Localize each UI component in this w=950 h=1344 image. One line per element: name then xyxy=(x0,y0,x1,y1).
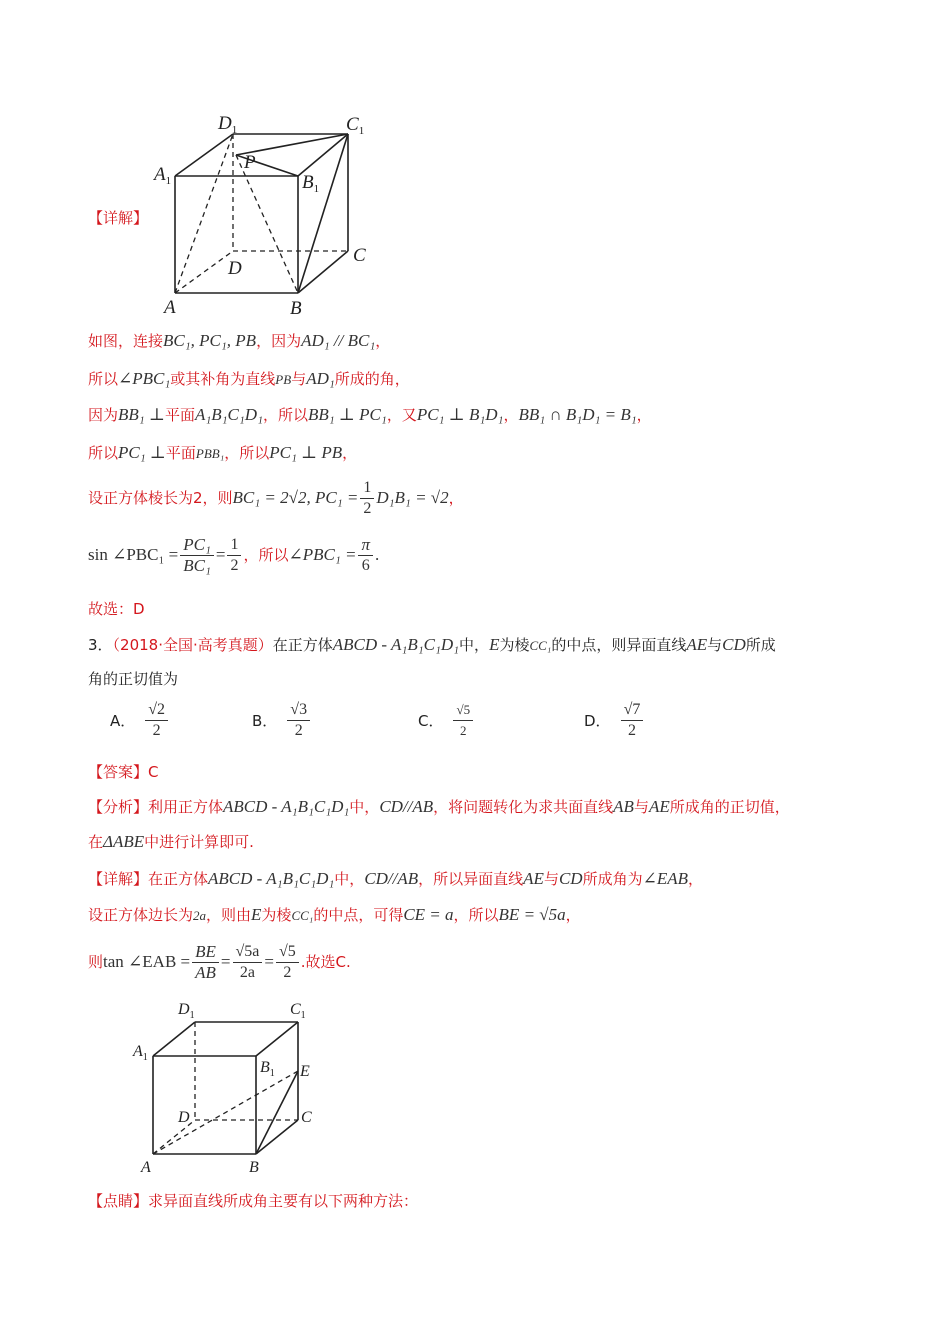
label-a: A xyxy=(164,297,176,318)
sol-line-4: 所以PC₁ ⊥平面PBB₁，所以PC₁ ⊥ PB， xyxy=(88,443,358,462)
sol-line-5: 设正方体棱长为2，则BC₁ = 2√2, PC₁ = $\frac{1}{2}$ D₁B₁ = √2， xyxy=(88,479,464,517)
sol-line-2: 所以∠PBC₁或其补角为直线PB与AD₁所成的角， xyxy=(88,369,410,388)
edge-bc xyxy=(298,251,348,293)
fraction-sqrt5-2: $\frac{√5}{2}$ xyxy=(276,942,299,983)
label-d: D xyxy=(178,1109,190,1126)
answer-line: 【答案】C xyxy=(88,763,159,781)
sol-line-7: 故选：D xyxy=(88,600,145,618)
label-b: B xyxy=(249,1159,259,1176)
label-c1: $C_1$ xyxy=(346,114,365,137)
fraction-pc1-bc1: $\frac{\text{PC₁}}{\text{BC₁}}$ xyxy=(180,535,214,576)
detail2-line-1: 【详解】在正方体ABCD - A₁B₁C₁D₁中，CD//AB，所以异面直线AE与CD所成角为∠EAB， xyxy=(88,869,704,888)
label-d1: $D_1$ xyxy=(218,113,238,136)
question-3-line-1: 3．（2018·全国·高考真题）在正方体ABCD - A₁B₁C₁D₁中，E为棱CC₁的中点，则异面直线AE与CD所成 xyxy=(88,635,776,654)
label-b1: $B_1$ xyxy=(302,172,320,195)
fraction-sqrt5a-2a: $\frac{√5a}{2a}$ xyxy=(233,942,263,983)
label-d: D xyxy=(228,258,242,279)
edge-a1d1 xyxy=(153,1022,195,1056)
label-c1: $C_1$ xyxy=(290,1001,306,1021)
detail2-line-2: 设正方体边长为2a，则由E为棱CC₁的中点，可得CE = a，所以BE = √5a， xyxy=(88,905,581,924)
fraction-one-half: $\frac{1}{2}$ xyxy=(227,535,241,576)
detail-label-1: 【详解】 xyxy=(88,209,149,227)
label-c: C xyxy=(353,245,366,266)
option-d[interactable]: D． $\frac{√7}{2}$ xyxy=(584,700,645,741)
option-b[interactable]: B． $\frac{√3}{2}$ xyxy=(252,700,312,741)
label-e: E xyxy=(300,1063,310,1080)
edge-ad-hidden xyxy=(175,251,233,293)
fraction-be-ab: $\frac{BE}{AB}$ xyxy=(192,942,219,983)
label-p: P xyxy=(244,152,256,173)
line-ad1-hidden xyxy=(175,134,233,293)
sol-line-1: 如图，连接BC₁, PC₁, PB，因为AD₁ // BC₁， xyxy=(88,331,391,350)
sol-line-6: sin ∠PBC₁ = $\frac{\text{PC₁}}{\text{BC₁}}$ = $\frac{1}{2}$ ，所以∠PBC₁ = $\frac{\pi}{6}$ . xyxy=(88,535,380,575)
label-a1: $A_1$ xyxy=(133,1043,148,1063)
label-b1: $B_1$ xyxy=(260,1059,275,1079)
edge-a1d1 xyxy=(175,134,233,176)
line-be xyxy=(256,1071,298,1154)
fraction-pi-6: $\frac{\pi}{6}$ xyxy=(358,535,373,576)
sol-line-3: 因为BB₁ ⊥平面A₁B₁C₁D₁，所以BB₁ ⊥ PC₁，又PC₁ ⊥ B₁D₁，BB₁ ∩ B₁D₁ = B₁， xyxy=(88,405,652,424)
label-a1: $A_1$ xyxy=(154,164,172,187)
label-c: C xyxy=(301,1109,312,1126)
analysis-line-2: 在ΔABE中进行计算即可. xyxy=(88,832,254,851)
comment-line: 【点睛】求异面直线所成角主要有以下两种方法： xyxy=(88,1192,419,1210)
line-bc1 xyxy=(298,134,348,293)
option-a[interactable]: A． $\frac{√2}{2}$ xyxy=(110,700,170,741)
edge-c1b1 xyxy=(298,134,348,176)
question-3-line-2: 角的正切值为 xyxy=(88,670,179,688)
analysis-line-1: 【分析】利用正方体ABCD - A₁B₁C₁D₁中，CD//AB，将问题转化为求共面直线AB与AE所成角的正切值， xyxy=(88,797,790,816)
edge-c1b1 xyxy=(256,1022,298,1056)
label-b: B xyxy=(290,298,302,319)
label-d1: $D_1$ xyxy=(178,1001,195,1021)
cube-figure-1 xyxy=(150,108,380,323)
fraction-half: $\frac{1}{2}$ xyxy=(360,478,374,519)
edge-bc xyxy=(256,1120,298,1154)
detail2-line-3: 则tan ∠EAB = $\frac{BE}{AB}$ = $\frac{√5a}{2a}$ = $\frac{√5}{2}$ .故选C. xyxy=(88,942,351,982)
option-c[interactable]: C． $\frac{√5}{2}$ xyxy=(418,700,475,741)
cube-figure-2 xyxy=(128,994,328,1179)
label-a: A xyxy=(141,1159,151,1176)
